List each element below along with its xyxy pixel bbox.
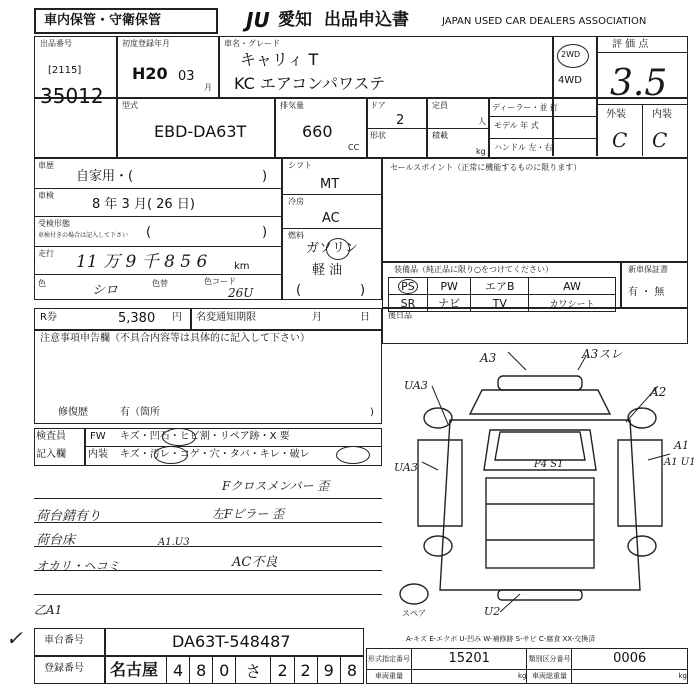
chassis-label: 車台番号 <box>44 635 84 646</box>
shape-label: 形状 <box>370 131 386 140</box>
equip-aw: AW <box>529 278 616 295</box>
int-circle-1 <box>154 446 188 464</box>
warranty-value: 有 ・ 無 <box>628 287 665 298</box>
wheel-fr <box>628 408 656 428</box>
notice-month: 月 <box>312 312 322 323</box>
rear-bumper <box>498 590 582 600</box>
color-label: 色 <box>38 279 46 288</box>
equip-sr: SR <box>389 295 428 312</box>
equip-leather: カワシート <box>529 295 616 312</box>
front-bumper <box>498 376 582 390</box>
exterior-label: 外装 <box>606 109 626 120</box>
damage-a1-right: A1 <box>674 439 689 452</box>
fuel-paren: ( <box>296 283 302 298</box>
fw-label: FW <box>90 431 106 442</box>
inspection-value: 8 年 3 月( 26 日) <box>92 197 195 212</box>
shift-label: シフト <box>288 161 312 170</box>
ju-logo-text: 愛知 <box>278 10 312 30</box>
plate-digit: 9 <box>317 657 340 684</box>
type-value: EBD-DA63T <box>154 122 247 141</box>
damage-u2: U2 <box>484 605 501 618</box>
drive-2wd: 2WD <box>561 50 581 59</box>
ju-logo: JU <box>246 8 270 32</box>
recycle-value: 5,380 <box>118 311 156 326</box>
name-change-notice-label: 名変通知期限 <box>196 312 256 323</box>
grade-score: 3.5 <box>610 63 668 104</box>
spare-tire <box>400 584 428 604</box>
interior-check-label: 内装 <box>88 449 108 460</box>
inspector-entry-label: 記入欄 <box>36 449 66 460</box>
type-label: 型式 <box>122 101 138 110</box>
damage-p4s1: P4 S1 <box>534 459 564 470</box>
footer-check-mark: ✓ <box>6 626 23 650</box>
repair-paren-close: ) <box>370 407 374 418</box>
interior-label: 内装 <box>652 109 672 120</box>
weight-unit: kg <box>411 669 527 683</box>
roof <box>495 432 585 460</box>
interior-check-items: キズ・汚レ・コゲ・穴・タバ・キレ・破レ <box>120 449 310 460</box>
acceptance-paren-close: ) <box>262 225 268 240</box>
fw-items: キズ・凹石・ヒビ割・リペア跡・X 要 <box>120 431 290 442</box>
displacement-value: 660 <box>302 122 333 141</box>
cert-label: 形式指定番号 <box>367 649 412 670</box>
sales-point-frame <box>382 158 688 262</box>
later-items-frame <box>382 308 688 344</box>
cert-table <box>366 648 688 684</box>
note-pillar: 左Fピラー 歪 <box>212 507 285 521</box>
lot-number-label: 出品番号 <box>40 39 72 48</box>
car-diagram <box>390 347 690 630</box>
equip-ps <box>389 278 428 295</box>
chassis-number: DA63T-548487 <box>172 632 291 651</box>
km-unit: km <box>234 261 250 272</box>
repair-history-label: 修復歴 <box>58 407 88 418</box>
plate-digit: 0 <box>213 657 236 684</box>
damage-a3-front: A3 <box>480 351 497 365</box>
grade-score-label: 評 価 点 <box>612 39 649 50</box>
color-code-value: 26U <box>228 286 254 300</box>
equip-airbag: エアB <box>471 278 529 295</box>
class-label: 類別区分番号 <box>527 649 572 670</box>
equipment-label: 装備品（純正品に限り○をつけてください） <box>394 265 553 274</box>
gross-weight-unit: kg <box>572 669 688 683</box>
caution-label: 注意事項申告欄（不具合内容等は具体的に記入して下さい） <box>40 333 310 344</box>
model-year-label: モデル 年 式 <box>494 121 539 130</box>
acceptance-value: ( <box>146 225 152 240</box>
acceptance-label: 受検形態 <box>38 219 70 228</box>
side-right <box>618 440 662 526</box>
note-a1u3: A1.U3 <box>158 537 190 548</box>
registration-era: H20 <box>132 64 168 83</box>
dealer-label: ディーラー・並 行 <box>492 103 558 112</box>
class-value: 0006 <box>572 649 688 670</box>
ac-label: 冷房 <box>288 197 304 206</box>
plate-digit: 8 <box>190 657 213 684</box>
first-registration-label: 初度登録年月 <box>122 39 170 48</box>
hood <box>470 390 610 414</box>
drive-4wd: 4WD <box>558 75 582 86</box>
plate-digit: 2 <box>294 657 317 684</box>
storage-label: 車内保管・守衛保管 <box>44 13 162 28</box>
capacity-unit: 人 <box>478 117 486 126</box>
gross-weight-label: 車両総重量 <box>527 669 572 683</box>
lot-number: 35012 <box>40 84 104 108</box>
fuel-paren-close: ) <box>360 283 366 298</box>
load-label: 積載 <box>432 131 448 140</box>
warranty-label: 新車保証書 <box>628 265 668 274</box>
association-name: JAPAN USED CAR DEALERS ASSOCIATION <box>442 16 647 27</box>
color-change-label: 色替 <box>152 279 168 288</box>
shift-value: MT <box>320 177 340 192</box>
history-label: 車歴 <box>38 161 54 170</box>
mileage-label: 走行 <box>38 249 54 258</box>
note-ac: AC不良 <box>232 555 278 570</box>
history-paren-close: ) <box>262 169 268 184</box>
note-bed-floor: 荷台床 <box>36 533 76 548</box>
lot-sub-number: [2115] <box>48 65 82 76</box>
damage-a1u1: A1 U1 <box>664 457 696 468</box>
ac-value: AC <box>322 211 340 226</box>
fuel-value: ガソリン <box>306 241 359 256</box>
displacement-label: 排気量 <box>280 101 304 110</box>
body-outline <box>440 420 640 590</box>
inspection-label: 車検 <box>38 191 54 200</box>
damage-ua3-side: UA3 <box>394 461 418 474</box>
fuel-label: 燃料 <box>288 231 304 240</box>
capacity-label: 定員 <box>432 101 448 110</box>
displacement-unit: CC <box>348 143 360 152</box>
recycle-unit: 円 <box>172 312 182 323</box>
plate-digit: 4 <box>167 657 190 684</box>
repair-history-value: 有（箇所 <box>120 407 160 418</box>
note-bottom: 乙A1 <box>34 603 63 617</box>
door-label: ドア <box>370 101 386 110</box>
wheel-rl <box>424 536 452 556</box>
equip-navi: ナビ <box>427 295 470 312</box>
history-value: 自家用・( <box>76 169 134 184</box>
door-value: 2 <box>396 113 405 128</box>
note-dent: オカリ・ヘコミ <box>36 559 120 573</box>
plate-digits <box>166 656 364 684</box>
spare-label: スペア <box>402 609 426 618</box>
bed <box>486 478 594 568</box>
color-code-label: 色コード <box>204 277 236 286</box>
plate-label: 登録番号 <box>44 663 84 674</box>
model-grade-label: 車名・グレード <box>224 39 280 48</box>
month-unit: 月 <box>204 83 212 92</box>
exterior-grade: C <box>612 128 628 152</box>
fw-circle <box>162 428 196 446</box>
notice-day: 日 <box>360 312 370 323</box>
later-items-label: 後日品 <box>388 311 412 320</box>
equip-pw: PW <box>427 278 470 295</box>
note-cross-member: Fクロスメンバー 歪 <box>222 479 330 493</box>
interior-grade: C <box>652 128 668 152</box>
ps-circle: PS <box>398 279 418 294</box>
acceptance-note: 車検付きの場合は記入して下さい <box>38 232 129 239</box>
side-left <box>418 440 462 526</box>
inspector-label: 検査員 <box>36 431 66 442</box>
damage-a3-scratch: A3スレ <box>582 347 623 361</box>
wheel-rr <box>628 536 656 556</box>
int-circle-2 <box>336 446 370 464</box>
cert-value: 15201 <box>411 649 527 670</box>
equipment-table <box>388 277 616 312</box>
mileage-value: 11 万 9 千 8 5 6 <box>76 252 208 272</box>
color-value: シロ <box>92 283 119 298</box>
sales-point-label: セールスポイント（正常に機能するものに限ります） <box>390 163 582 172</box>
weight-label: 車両重量 <box>367 669 412 683</box>
plate-city: 名古屋 <box>110 660 159 679</box>
damage-a2: A2 <box>650 385 667 399</box>
plate-digit: 8 <box>340 657 363 684</box>
equip-tv: TV <box>471 295 529 312</box>
fuel-alt: 軽 油 <box>312 263 343 278</box>
note-bed-rust: 荷台錆有り <box>36 509 102 524</box>
car-grade: KC エアコンパワステ <box>234 74 386 93</box>
form-title: 出品申込書 <box>324 10 409 30</box>
damage-legend: A-キズ E-エクボ U-凹み W-補修跡 S-サビ C-腐食 XX-交換済 <box>406 635 596 643</box>
damage-ua3-left: UA3 <box>404 379 428 392</box>
handle-label: ハンドル 左・右 <box>494 143 553 152</box>
plate-digit: 2 <box>271 657 294 684</box>
plate-digit: さ <box>236 657 271 684</box>
car-name: キャリィ T <box>240 50 319 69</box>
load-unit: kg <box>476 147 486 156</box>
recycle-label: R券 <box>40 312 57 323</box>
wheel-fl <box>424 408 452 428</box>
registration-month: 03 <box>178 69 195 84</box>
